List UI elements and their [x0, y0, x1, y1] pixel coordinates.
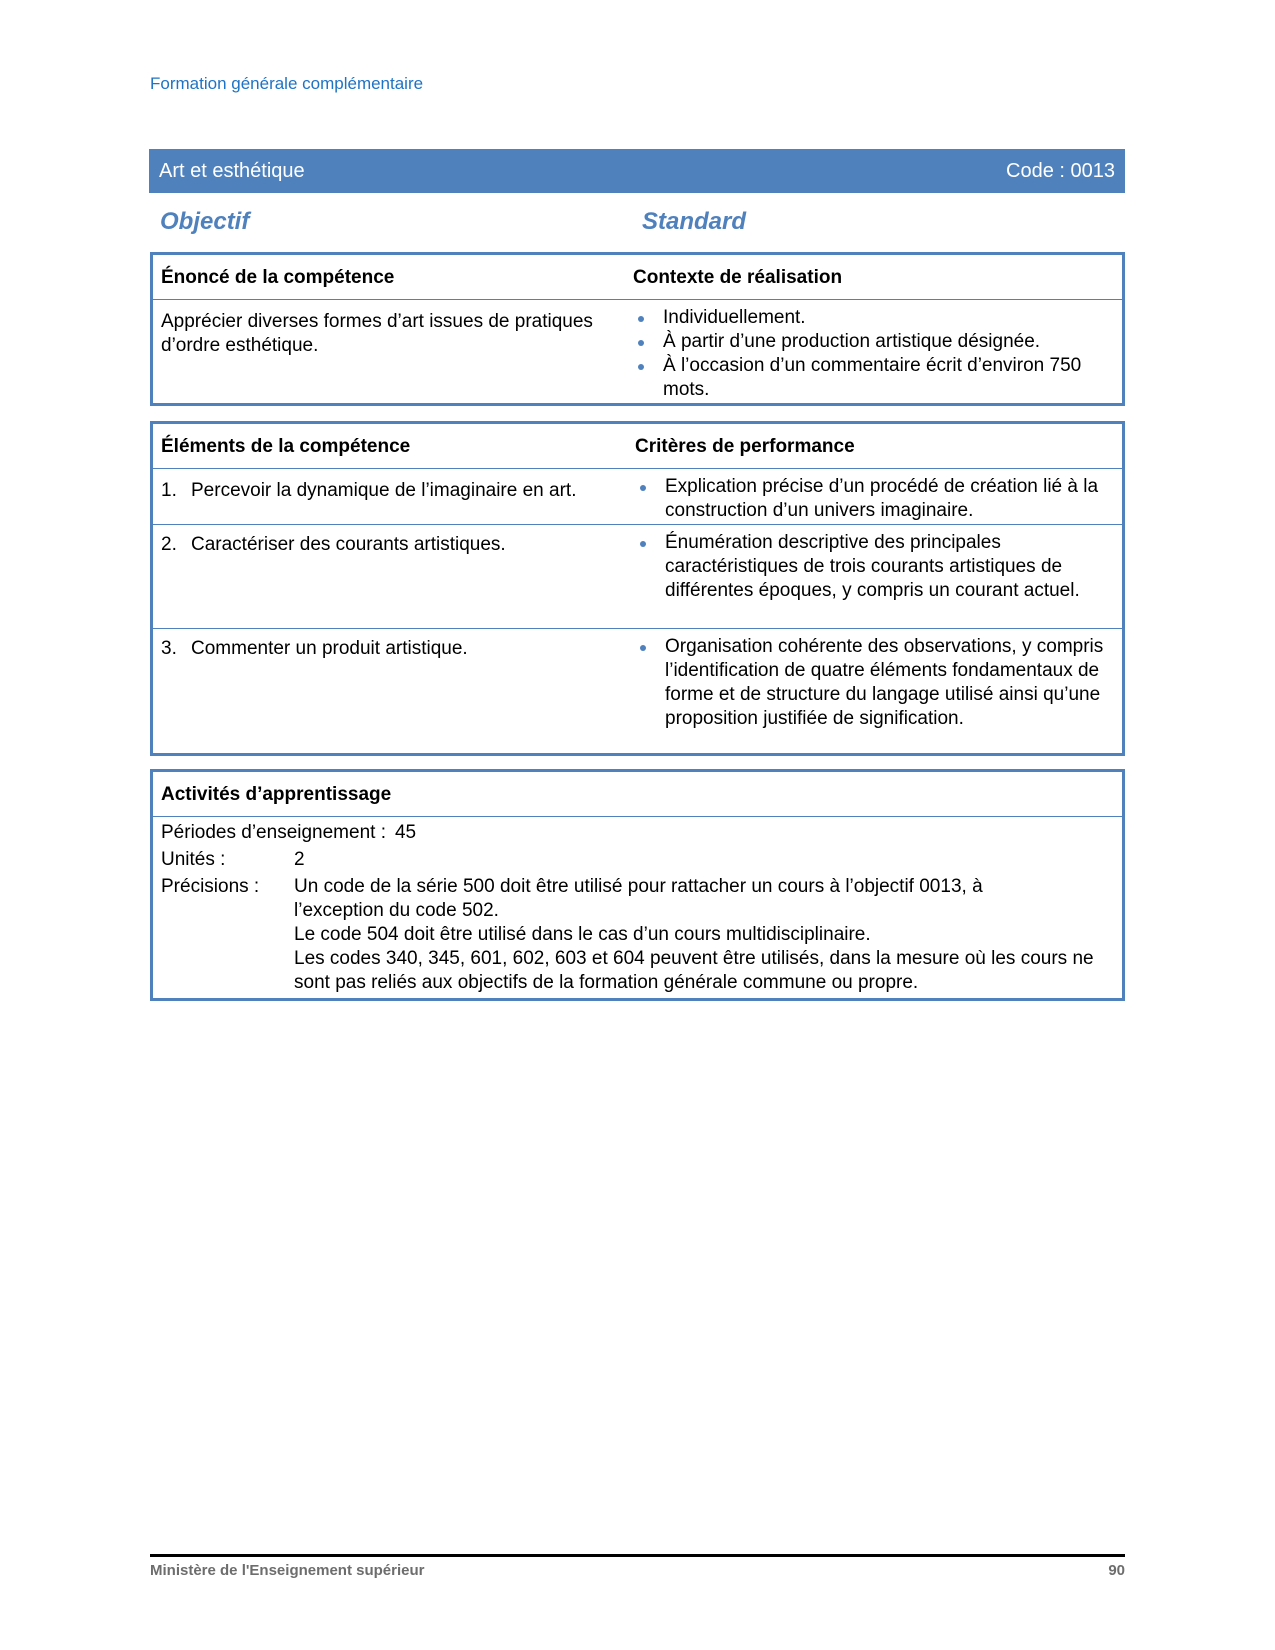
periods-value: 45 — [394, 822, 417, 843]
competence-table — [150, 252, 1125, 406]
activities-header-row — [153, 772, 1122, 816]
elements-table — [150, 421, 1125, 756]
context-item: Individuellement. — [633, 306, 1114, 330]
activities-table — [150, 769, 1125, 1001]
element-text: Commenter un produit artistique. — [191, 638, 468, 659]
competence-header-row — [153, 255, 1122, 299]
criterion-item: Explication précise d’un procédé de création lié à la construction d’un univers imaginaire. — [635, 475, 1114, 523]
competence-statement: Apprécier diverses formes d’art issues de pratiques d’ordre esthétique. — [161, 311, 593, 356]
detail-paragraph: Le code 504 doit être utilisé dans le cas d’un cours multidisciplinaire. — [294, 924, 871, 945]
course-title: Art et esthétique — [159, 159, 305, 182]
criterion-item: Organisation cohérente des observations, y compris l’identification de quatre éléments fondamentaux de forme et de structure du langage utilisé ainsi qu’une proposition justifiée de signification. — [635, 635, 1114, 731]
table-row: 2. Caractériser des courants artistiques. Énumération descriptive des principales caractéristiques de trois courants artistiques de différentes époques, y compris un courant actuel. — [153, 524, 1122, 628]
footer-publisher: Ministère de l'Enseignement supérieur — [150, 1562, 425, 1579]
detail-paragraph: Un code de la série 500 doit être utilisé pour rattacher un cours à l’objectif 0013, à l’exception du code 502. — [294, 876, 983, 921]
competence-body-row — [153, 299, 1122, 408]
table-row: 1. Percevoir la dynamique de l’imaginaire en art. Explication précise d’un procédé de création lié à la construction d’un univers imaginaire. — [153, 468, 1122, 524]
units-value: 2 — [294, 849, 305, 870]
activities-body — [153, 816, 1122, 999]
context-list — [633, 306, 1114, 402]
elements-header: Éléments de la compétence — [161, 436, 411, 457]
footer-rule — [150, 1554, 1125, 1557]
activities-header: Activités d’apprentissage — [161, 784, 392, 805]
criterion-item: Énumération descriptive des principales caractéristiques de trois courants artistiques de différentes époques, y compris un courant actuel. — [635, 531, 1114, 603]
context-item: À partir d’une production artistique désignée. — [633, 330, 1114, 354]
details-label: Précisions : — [161, 876, 260, 897]
elements-header-row — [153, 424, 1122, 468]
contexte-header: Contexte de réalisation — [633, 267, 843, 288]
course-banner — [149, 149, 1125, 193]
objectif-heading: Objectif — [160, 208, 250, 235]
element-text: Caractériser des courants artistiques. — [191, 534, 506, 555]
criteres-header: Critères de performance — [635, 436, 855, 457]
enonce-header: Énoncé de la compétence — [161, 267, 395, 288]
running-head: Formation générale complémentaire — [150, 74, 424, 93]
context-item: À l’occasion d’un commentaire écrit d’environ 750 mots. — [633, 354, 1114, 402]
periods-label: Périodes d’enseignement : — [161, 822, 386, 843]
course-code: Code : 0013 — [1006, 159, 1115, 182]
units-label: Unités : — [161, 849, 226, 870]
table-row: 3. Commenter un produit artistique. Organisation cohérente des observations, y compris l’identification de quatre éléments fondamentaux de forme et de structure du langage utilisé ainsi qu’une proposition justifiée de signification. — [153, 628, 1122, 737]
standard-heading: Standard — [642, 208, 747, 235]
element-text: Percevoir la dynamique de l’imaginaire en art. — [191, 480, 577, 501]
page-number: 90 — [1108, 1562, 1125, 1579]
detail-paragraph: Les codes 340, 345, 601, 602, 603 et 604 peuvent être utilisés, dans la mesure où les cours ne sont pas reliés aux objectifs de la formation générale commune ou propre. — [294, 948, 1094, 993]
